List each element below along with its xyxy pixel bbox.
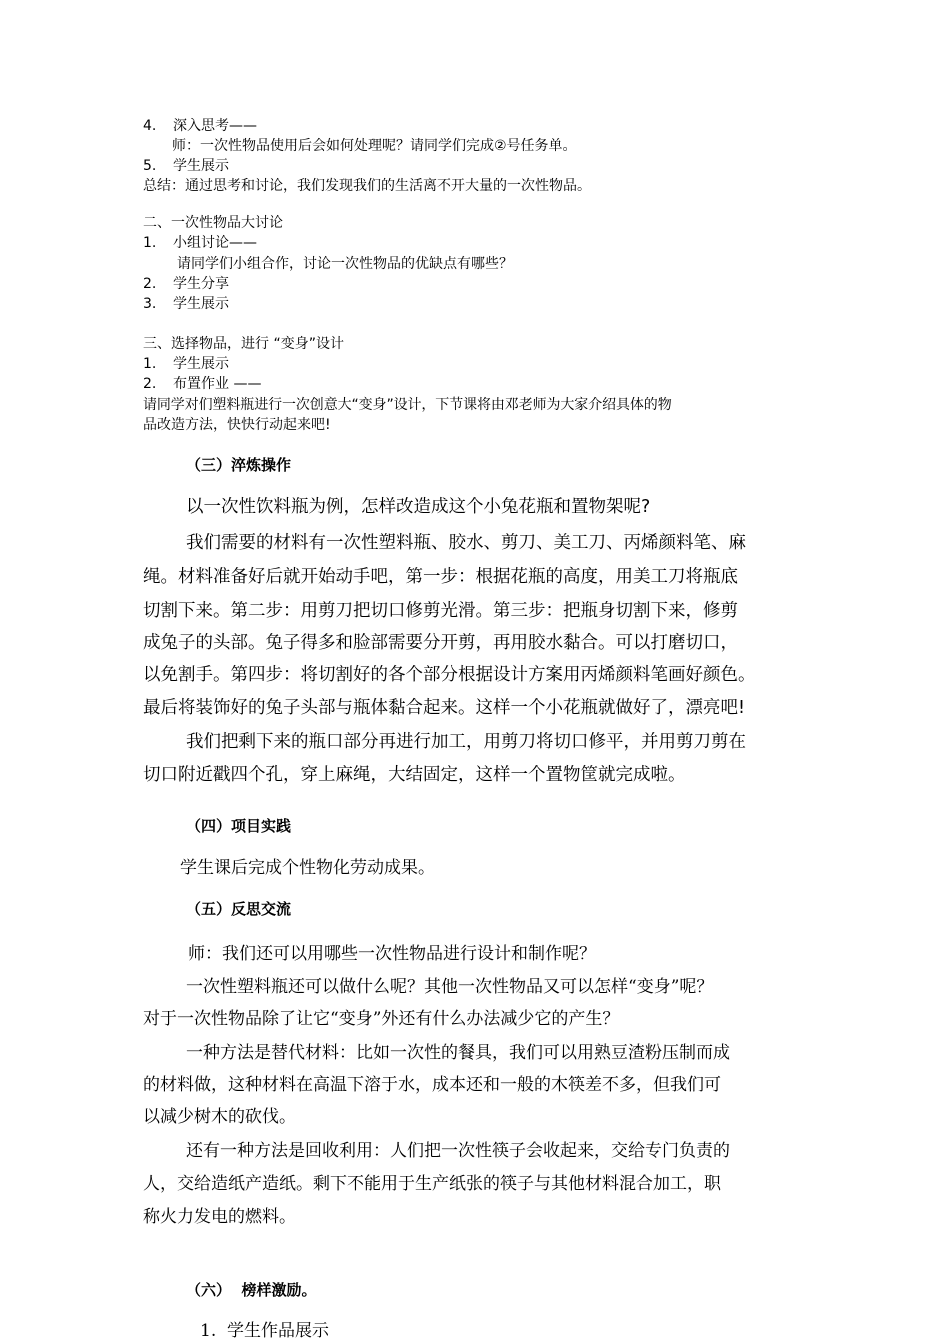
paragraph-line: 称火力发电的燃料。 — [143, 1207, 296, 1227]
paragraph-line: 以减少树木的砍伐。 — [143, 1107, 296, 1127]
paragraph-line: 成兔子的头部。兔子得多和脸部需要分开剪，再用胶水黏合。可以打磨切口， — [143, 633, 738, 653]
list-label: 学生展示 — [173, 356, 229, 372]
list-item — [143, 233, 257, 253]
list-item — [143, 374, 261, 394]
list-number: 1. — [143, 235, 157, 251]
paragraph-line: 一次性塑料瓶还可以做什么呢？其他一次性物品又可以怎样“变身”呢？ — [186, 977, 714, 997]
paragraph-line: 最后将装饰好的兔子头部与瓶体黏合起来。这样一个小花瓶就做好了，漂亮吧! — [143, 698, 746, 718]
section-heading: 二、一次性物品大讨论 — [143, 215, 283, 231]
list-item — [143, 354, 229, 374]
part-heading: （六） 榜样激励。 — [186, 1281, 317, 1299]
paragraph-line: 人，交给造纸产造纸。剩下不能用于生产纸张的筷子与其他材料混合加工，职 — [143, 1174, 721, 1194]
paragraph-line: 还有一种方法是回收利用：人们把一次性筷子会收起来，交给专门负责的 — [186, 1141, 730, 1161]
part-heading: （四）项目实践 — [186, 817, 292, 835]
part-heading: （三）淬炼操作 — [186, 456, 292, 474]
paragraph-line: 以免割手。第四步：将切割好的各个部分根据设计方案用丙烯颜料笔画好颜色。 — [143, 665, 756, 685]
summary-text: 总结：通过思考和讨论，我们发现我们的生活离不开大量的一次性物品。 — [143, 178, 591, 194]
list-item-body: 请同学们小组合作，讨论一次性物品的优缺点有哪些？ — [177, 256, 513, 272]
part-heading: （五）反思交流 — [186, 900, 292, 918]
paragraph-line: 我们把剩下来的瓶口部分再进行加工，用剪刀将切口修平，并用剪刀剪在 — [186, 732, 746, 752]
list-item — [143, 274, 229, 294]
list-label: 小组讨论—— — [173, 235, 257, 251]
paragraph-line: 以一次性饮料瓶为例，怎样改造成这个小兔花瓶和置物架呢? — [186, 497, 651, 517]
list-number: 1. — [143, 356, 157, 372]
section-heading: 三、选择物品，进行 “变身”设计 — [143, 336, 344, 352]
list-label: 布置作业 —— — [173, 376, 262, 392]
paragraph-line: 切口附近戳四个孔，穿上麻绳，大结固定，这样一个置物筐就完成啦。 — [143, 765, 686, 785]
paragraph-line: 的材料做，这种材料在高温下溶于水，成本还和一般的木筷差不多，但我们可 — [143, 1075, 721, 1095]
list-item: 1. 学生作品展示 — [200, 1321, 330, 1341]
paragraph-line: 对于一次性物品除了让它“变身”外还有什么办法减少它的产生？ — [143, 1009, 620, 1029]
paragraph-line: 一种方法是替代材料：比如一次性的餐具，我们可以用熟豆渣粉压制而成 — [186, 1043, 730, 1063]
list-item — [143, 294, 229, 314]
list-item — [143, 156, 229, 176]
paragraph-line: 师：我们还可以用哪些一次性物品进行设计和制作呢？ — [188, 944, 596, 964]
paragraph-line: 切割下来。第二步：用剪刀把切口修剪光滑。第三步：把瓶身切割下来，修剪 — [143, 601, 738, 621]
list-label: 深入思考—— — [173, 118, 257, 134]
list-number: 3. — [143, 296, 157, 312]
paragraph-line: 我们需要的材料有一次性塑料瓶、胶水、剪刀、美工刀、丙烯颜料笔、麻 — [186, 533, 746, 553]
paragraph-line: 绳。材料准备好后就开始动手吧，第一步：根据花瓶的高度，用美工刀将瓶底 — [143, 567, 738, 587]
list-number: 5. — [143, 158, 157, 174]
homework-text-line: 请同学对们塑料瓶进行一次创意大“变身”设计，下节课将由邓老师为大家介绍具体的物 — [143, 397, 672, 413]
homework-text-line: 品改造方法，快快行动起来吧! — [143, 417, 331, 433]
list-item — [143, 116, 257, 136]
paragraph-line: 学生课后完成个性物化劳动成果。 — [180, 858, 435, 878]
list-item-body: 师：一次性物品使用后会如何处理呢？请同学们完成②号任务单。 — [172, 138, 577, 154]
list-label: 学生展示 — [173, 296, 229, 312]
list-number: 4. — [143, 118, 157, 134]
list-label: 学生分享 — [173, 276, 229, 292]
list-number: 2. — [143, 276, 157, 292]
list-number: 2. — [143, 376, 157, 392]
list-label: 学生展示 — [173, 158, 229, 174]
